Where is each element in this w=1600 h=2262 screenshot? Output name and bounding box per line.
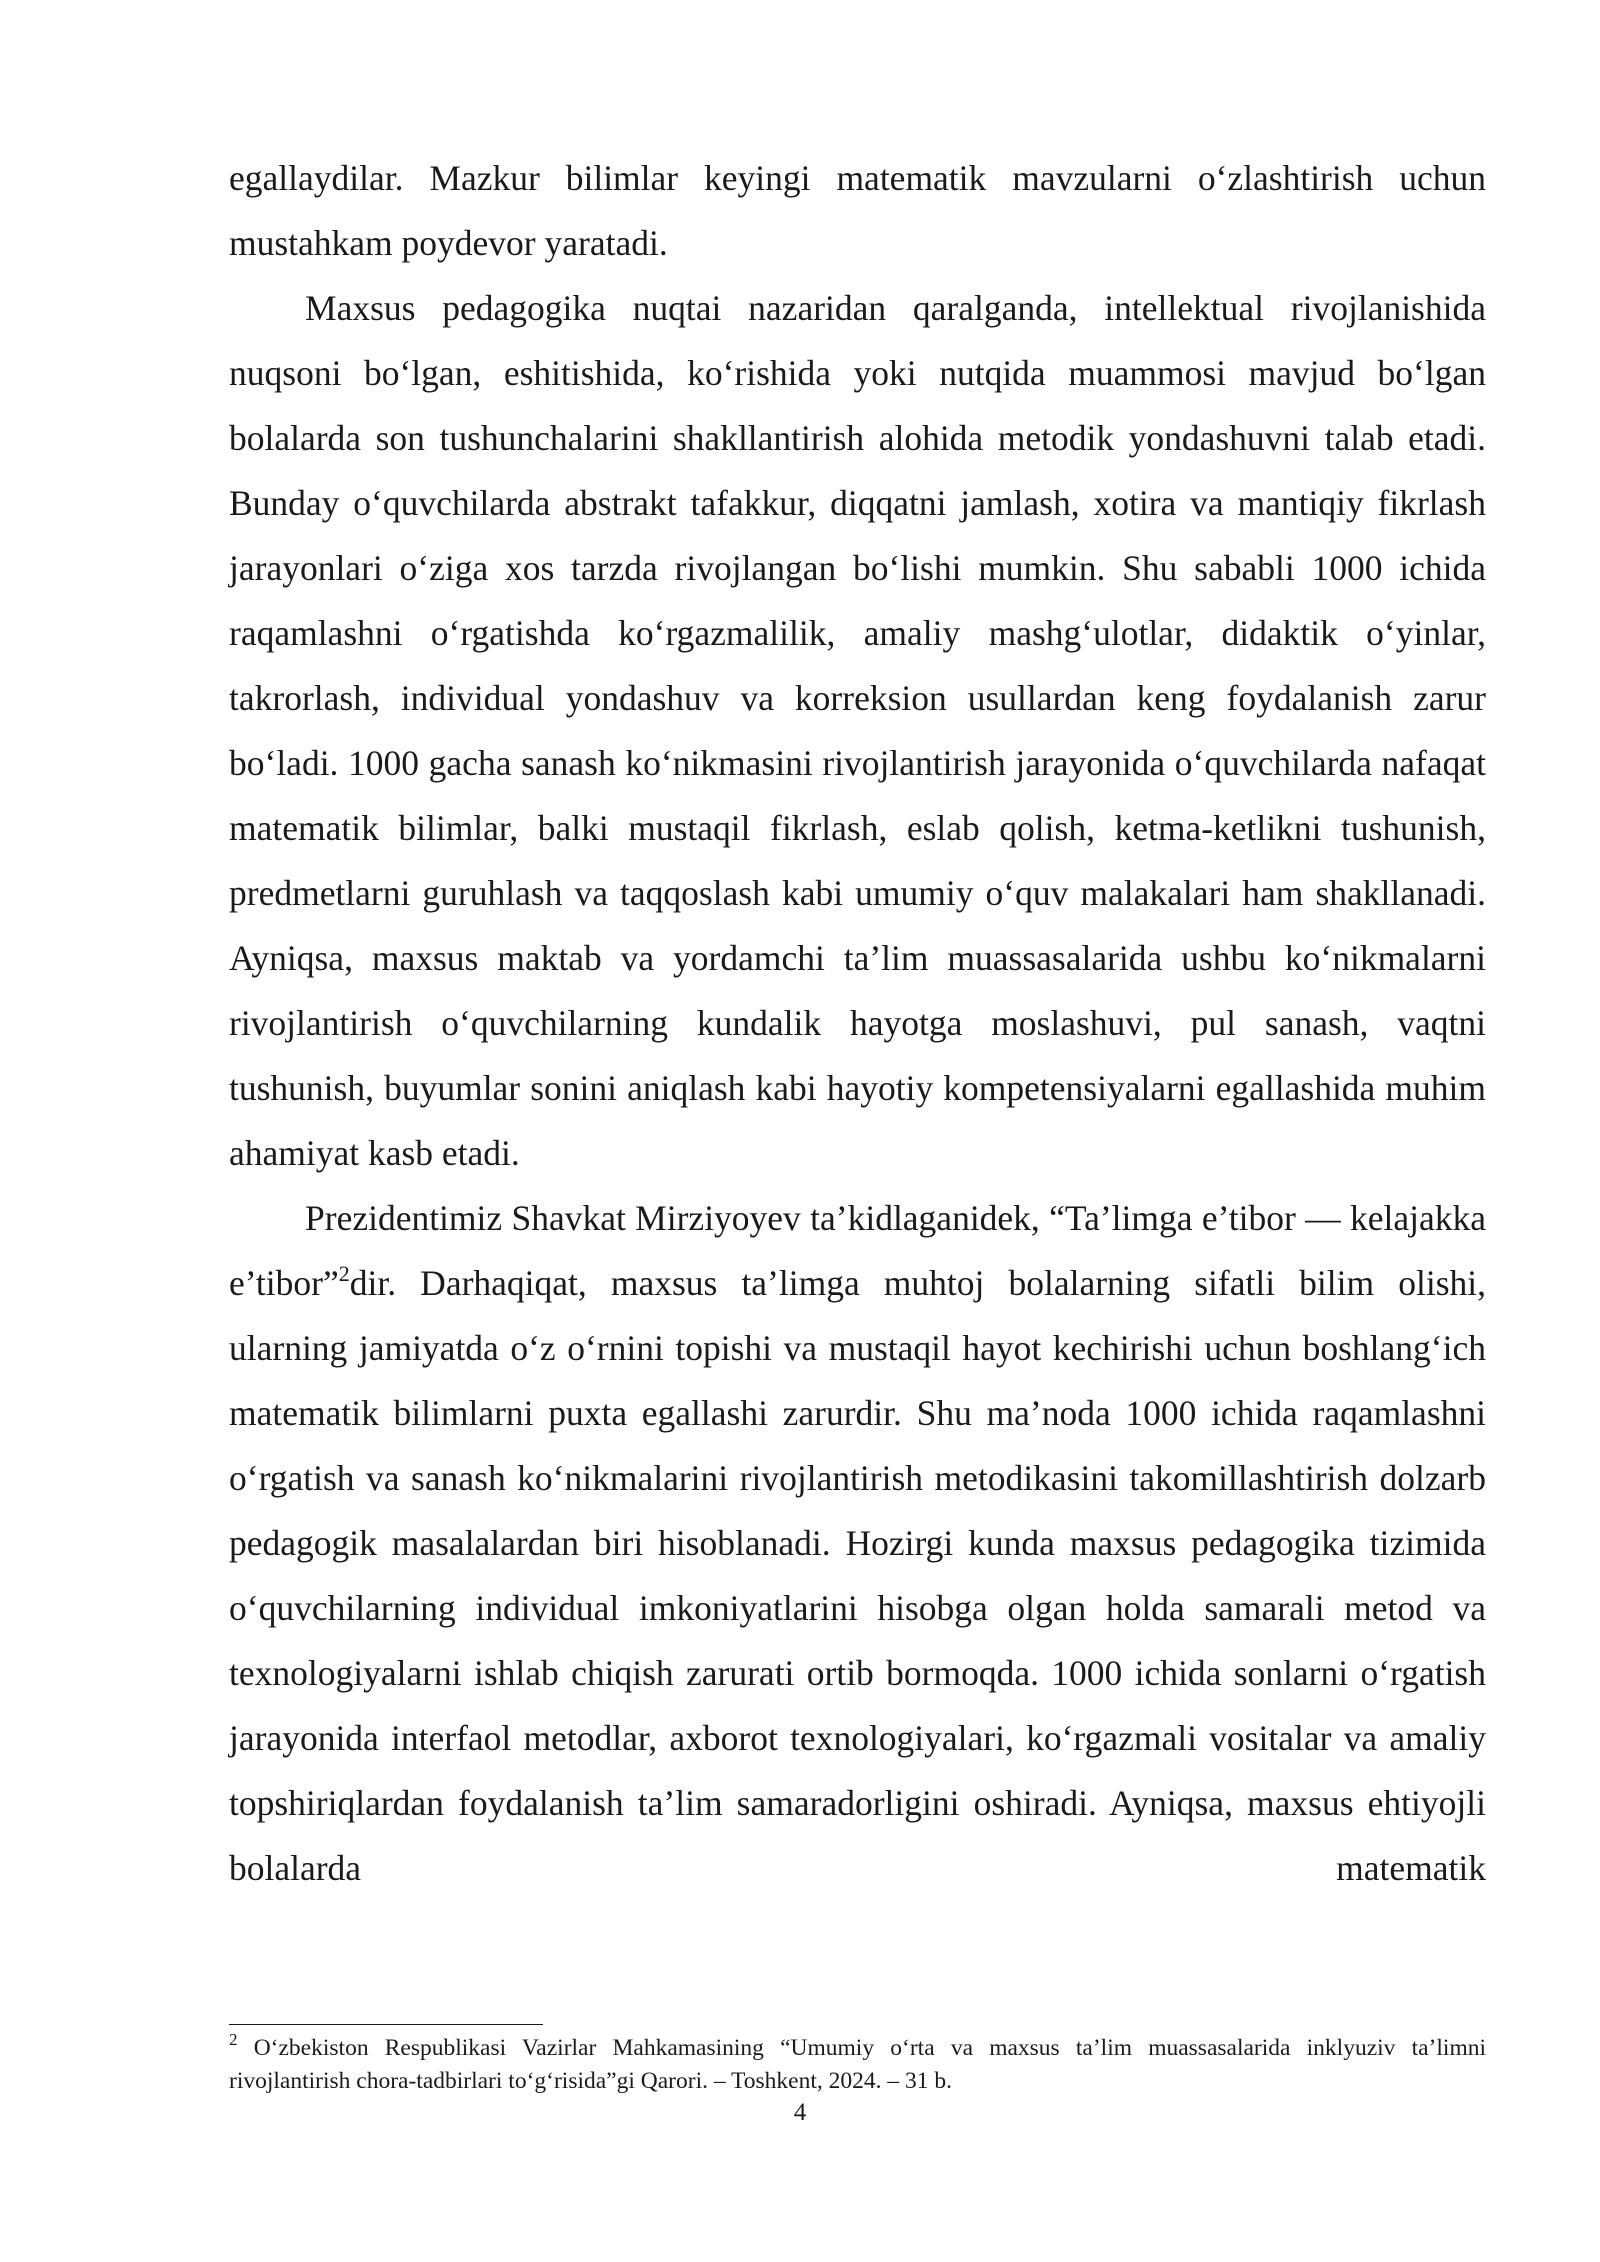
- footnote-reference: 2: [338, 1261, 350, 1286]
- footnote-separator: [229, 2024, 543, 2025]
- paragraph-special-pedagogy: Maxsus pedagogika nuqtai nazaridan qaralganda, intellektual rivojlanishida nuqsoni bo‘lgan, eshitishida, ko‘rishida yoki nutqida muammosi mavjud bo‘lgan bolalarda son tushunchalarini shakllantirish alohida metodik yondashuvni talab etadi. Bunday o‘quvchilarda abstrakt tafakkur, diqqatni jamlash, xotira va mantiqiy fikrlash jarayonlari o‘ziga xos tarzda rivojlangan bo‘lishi mumkin. Shu sababli 1000 ichida raqamlashni o‘rgatishda ko‘rgazmalilik, amaliy mashg‘ulotlar, didaktik o‘yinlar, takrorlash, individual yondashuv va korreksion usullardan keng foydalanish zarur bo‘ladi. 1000 gacha sanash ko‘nikmasini rivojlantirish jarayonida o‘quvchilarda nafaqat matematik bilimlar, balki mustaqil fikrlash, eslab qolish, ketma-ketlikni tushunish, predmetlarni guruhlash va taqqoslash kabi umumiy o‘quv malakalari ham shakllanadi. Ayniqsa, maxsus maktab va yordamchi ta’lim muassasalarida ushbu ko‘nikmalarni rivojlantirish o‘quvchilarning kundalik hayotga moslashuvi, pul sanash, vaqtni tushunish, buyumlar sonini aniqlash kabi hayotiy kompetensiyalarni egallashida muhim ahamiyat kasb etadi.: [229, 288, 1486, 1173]
- body-text: [229, 146, 1486, 1901]
- footnote: [229, 2032, 1486, 2098]
- footnote-text: O‘zbekiston Respublikasi Vazirlar Mahkamasining “Umumiy o‘rta va maxsus ta’lim muassasalarida inklyuziv ta’limni rivojlantirish chora-tadbirlari to‘g‘risida”gi Qarori. – Toshkent, 2024. – 31 b.: [229, 2035, 1487, 2094]
- paragraph-continuation: egallaydilar. Mazkur bilimlar keyingi matematik mavzularni o‘zlashtirish uchun mustahkam poydevor yaratadi.: [229, 158, 1486, 263]
- page-number: 4: [793, 2099, 807, 2126]
- paragraph-president-quote: [229, 1186, 1486, 1901]
- footnote-number: 2: [229, 2030, 238, 2049]
- paragraph-text-before-footnote: Prezidentimiz Shavkat Mirziyoyev ta’kidlaganidek, “Ta’limga e’tibor — kelajakka e’tibor”: [229, 1198, 1486, 1303]
- paragraph-text-after-footnote: dir. Darhaqiqat, maxsus ta’limga muhtoj bolalarning sifatli bilim olishi, ularning jamiyatda o‘z o‘rnini topishi va mustaqil hayot kechirishi uchun boshlang‘ich matematik bilimlarni puxta egallashi zarurdir. Shu ma’noda 1000 ichida raqamlashni o‘rgatish va sanash ko‘nikmalarini rivojlantirish metodikasini takomillashtirish dolzarb pedagogik masalalardan biri hisoblanadi. Hozirgi kunda maxsus pedagogika tizimida o‘quvchilarning individual imkoniyatlarini hisobga olgan holda samarali metod va texnologiyalarni ishlab chiqish zarurati ortib bormoqda. 1000 ichida sonlarni o‘rgatish jarayonida interfaol metodlar, axborot texnologiyalari, ko‘rgazmali vositalar va amaliy topshiriqlardan foydalanish ta’lim samaradorligini oshiradi. Ayniqsa, maxsus ehtiyojli bolalarda matematik: [229, 1263, 1486, 1888]
